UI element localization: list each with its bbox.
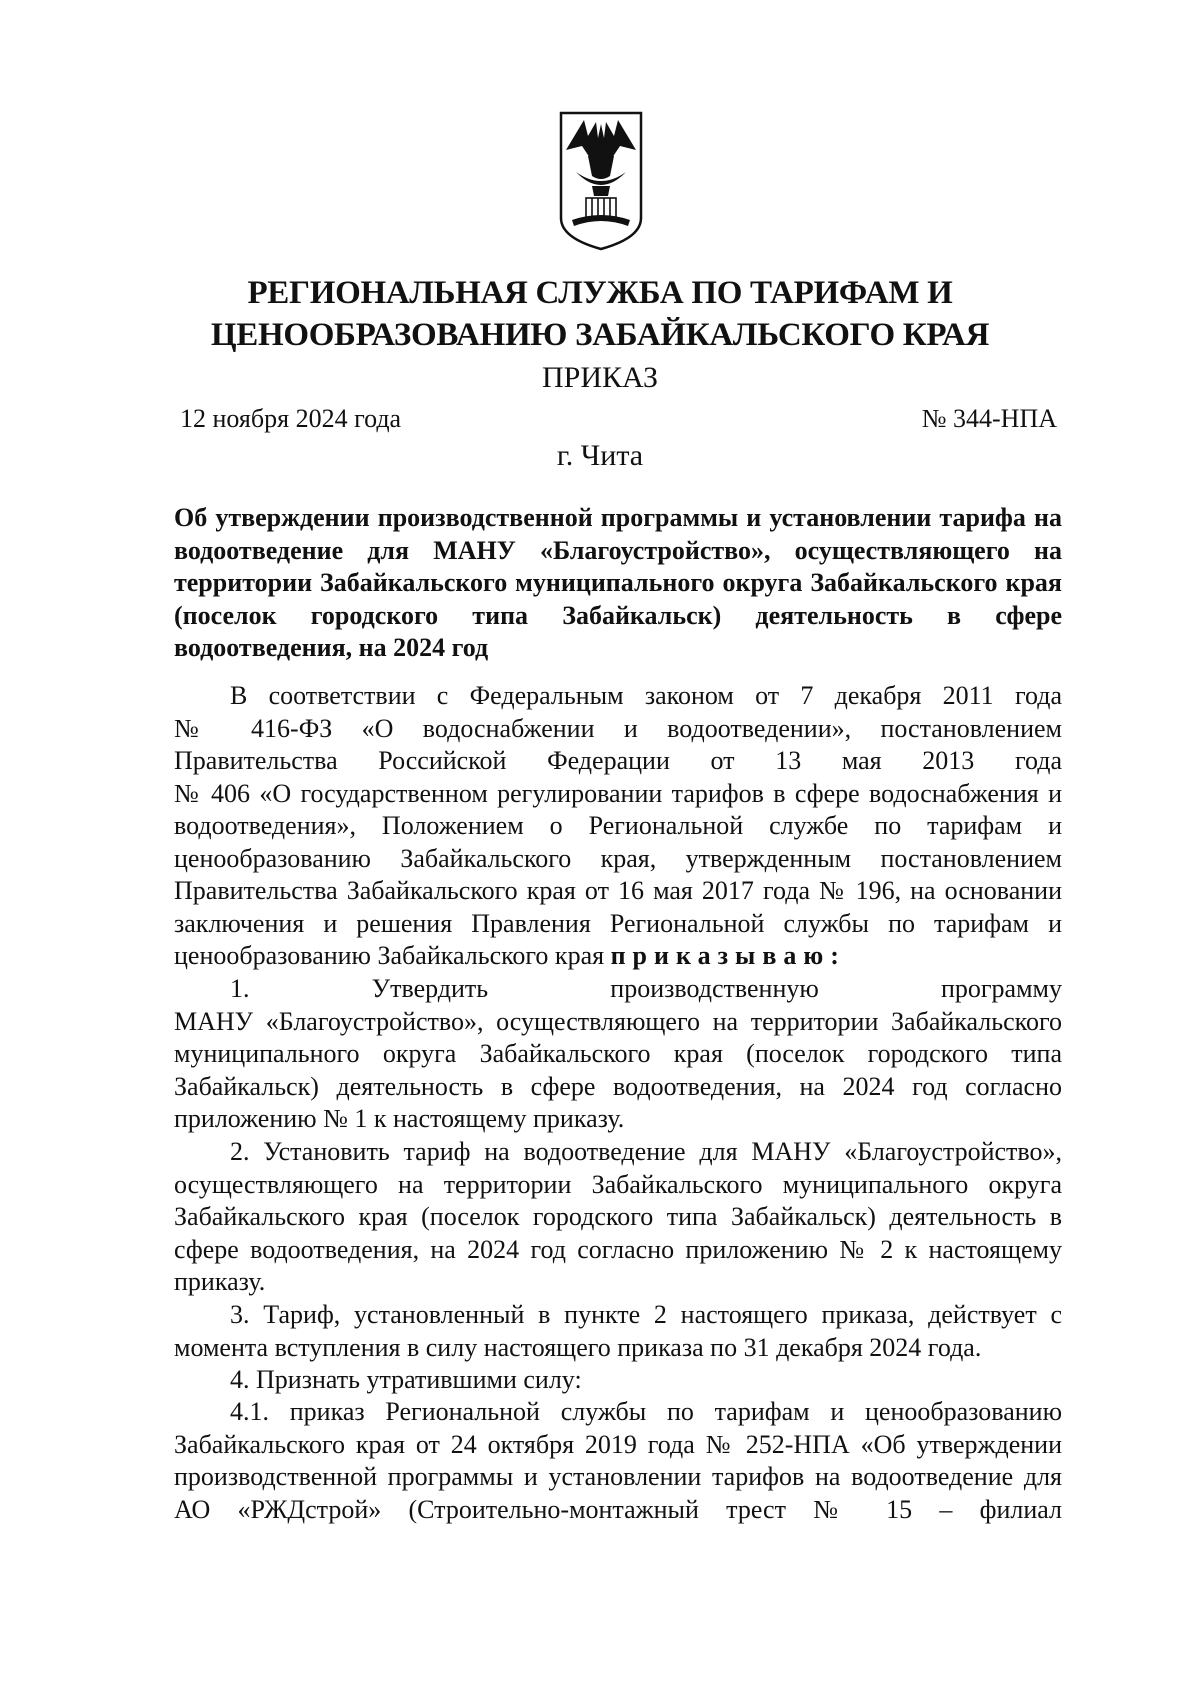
coat-of-arms-emblem bbox=[558, 110, 644, 252]
item-line: АО «РЖДстрой» (Строительно-монтажный трест № 15 – филиал bbox=[174, 1494, 1062, 1524]
document-city: г. Чита bbox=[556, 439, 644, 472]
item-2 bbox=[174, 1136, 1062, 1299]
item-4 bbox=[174, 1364, 1062, 1397]
preamble-line: водоотведения», Положением о Региональной службе по тарифам и bbox=[174, 811, 1062, 840]
item-line: сфере водоотведения, на 2024 год согласно приложению № 2 к настоящему bbox=[174, 1234, 1062, 1264]
item-line-text: 3. Тариф, установленный в пункте 2 настоящего приказа, действует с bbox=[230, 1300, 1062, 1329]
preamble-line-text: В соответствии с Федеральным законом от 7 декабря 2011 года bbox=[230, 681, 1062, 710]
item-line: муниципального округа Забайкальского края (поселок городского типа bbox=[174, 1039, 1062, 1068]
item-line: приложению № 1 к настоящему приказу. bbox=[174, 1104, 625, 1133]
title-line: водоотведение для МАНУ «Благоустройство», осуществляющего на bbox=[174, 535, 1062, 565]
item-line-first bbox=[174, 1299, 1062, 1332]
title-line: (поселок городского типа Забайкальск) деятельность в сфере bbox=[174, 600, 1062, 630]
item-line: производственной программы и установлении тарифов на водоотведение для bbox=[174, 1462, 1062, 1491]
preamble-line-text: ценообразованию Забайкальского края bbox=[174, 941, 605, 970]
organization-line-2: ЦЕНООБРАЗОВАНИЮ ЗАБАЙКАЛЬСКОГО КРАЯ bbox=[210, 317, 990, 353]
preamble-line: № 406 «О государственном регулировании тарифов в сфере водоснабжения и bbox=[174, 778, 1062, 808]
preamble-line: Правительства Забайкальского края от 16 мая 2017 года № 196, на основании bbox=[174, 876, 1062, 905]
item-line-first bbox=[174, 1136, 1062, 1169]
document-number: № 344-НПА bbox=[921, 404, 1057, 433]
preamble-line: ценообразованию Забайкальского края, утвержденным постановлением bbox=[174, 843, 1062, 873]
item-line-text: 1. Утвердить производственную программу bbox=[230, 974, 1062, 1003]
document-type: ПРИКАЗ bbox=[542, 361, 658, 394]
item-1 bbox=[174, 973, 1062, 1136]
item-line: Забайкальск) деятельность в сфере водоотведения, на 2024 год согласно bbox=[174, 1071, 1062, 1101]
item-line-first bbox=[174, 1364, 1062, 1397]
title-line: территории Забайкальского муниципального округа Забайкальского края bbox=[174, 568, 1062, 597]
preamble-line: заключения и решения Правления Региональной службы по тарифам и bbox=[174, 908, 1062, 938]
item-4-1 bbox=[174, 1396, 1062, 1526]
item-line-text: 4. Признать утратившими силу: bbox=[230, 1365, 582, 1394]
organization-line-1: РЕГИОНАЛЬНАЯ СЛУЖБА ПО ТАРИФАМ И bbox=[247, 275, 953, 311]
item-line-text: 2. Установить тариф на водоотведение для МАНУ «Благоустройство», bbox=[230, 1137, 1062, 1166]
title-line: Об утверждении производственной программы и установлении тарифа на bbox=[174, 503, 1062, 532]
item-line-text: 4.1. приказ Региональной службы по тарифам и ценообразованию bbox=[230, 1397, 1062, 1426]
order-word: приказываю: bbox=[610, 941, 846, 970]
preamble-line: Правительства Российской Федерации от 13 мая 2013 года bbox=[174, 746, 1062, 775]
preamble-paragraph bbox=[174, 680, 1062, 973]
preamble-line: № 416-ФЗ «О водоснабжении и водоотведении», постановлением bbox=[174, 713, 1062, 743]
item-line: приказу. bbox=[174, 1267, 266, 1296]
item-line: МАНУ «Благоустройство», осуществляющего на территории Забайкальского bbox=[174, 1006, 1062, 1036]
organization-name bbox=[100, 272, 1100, 356]
document-date: 12 ноября 2024 года bbox=[180, 404, 402, 433]
preamble-line-final bbox=[174, 940, 1062, 973]
document-title bbox=[174, 502, 1062, 665]
item-line-first bbox=[174, 1396, 1062, 1429]
preamble-line-first bbox=[174, 680, 1062, 713]
title-line: водоотведения, на 2024 год bbox=[174, 633, 489, 662]
item-line: Забайкальского края (поселок городского типа Забайкальск) деятельность в bbox=[174, 1202, 1062, 1231]
item-line-first bbox=[174, 973, 1062, 1006]
item-line: Забайкальского края от 24 октября 2019 года № 252-НПА «Об утверждении bbox=[174, 1429, 1062, 1459]
item-line: момента вступления в силу настоящего приказа по 31 декабря 2024 года. bbox=[174, 1332, 982, 1362]
item-line: осуществляющего на территории Забайкальского муниципального округа bbox=[174, 1169, 1062, 1199]
item-3 bbox=[174, 1299, 1062, 1364]
